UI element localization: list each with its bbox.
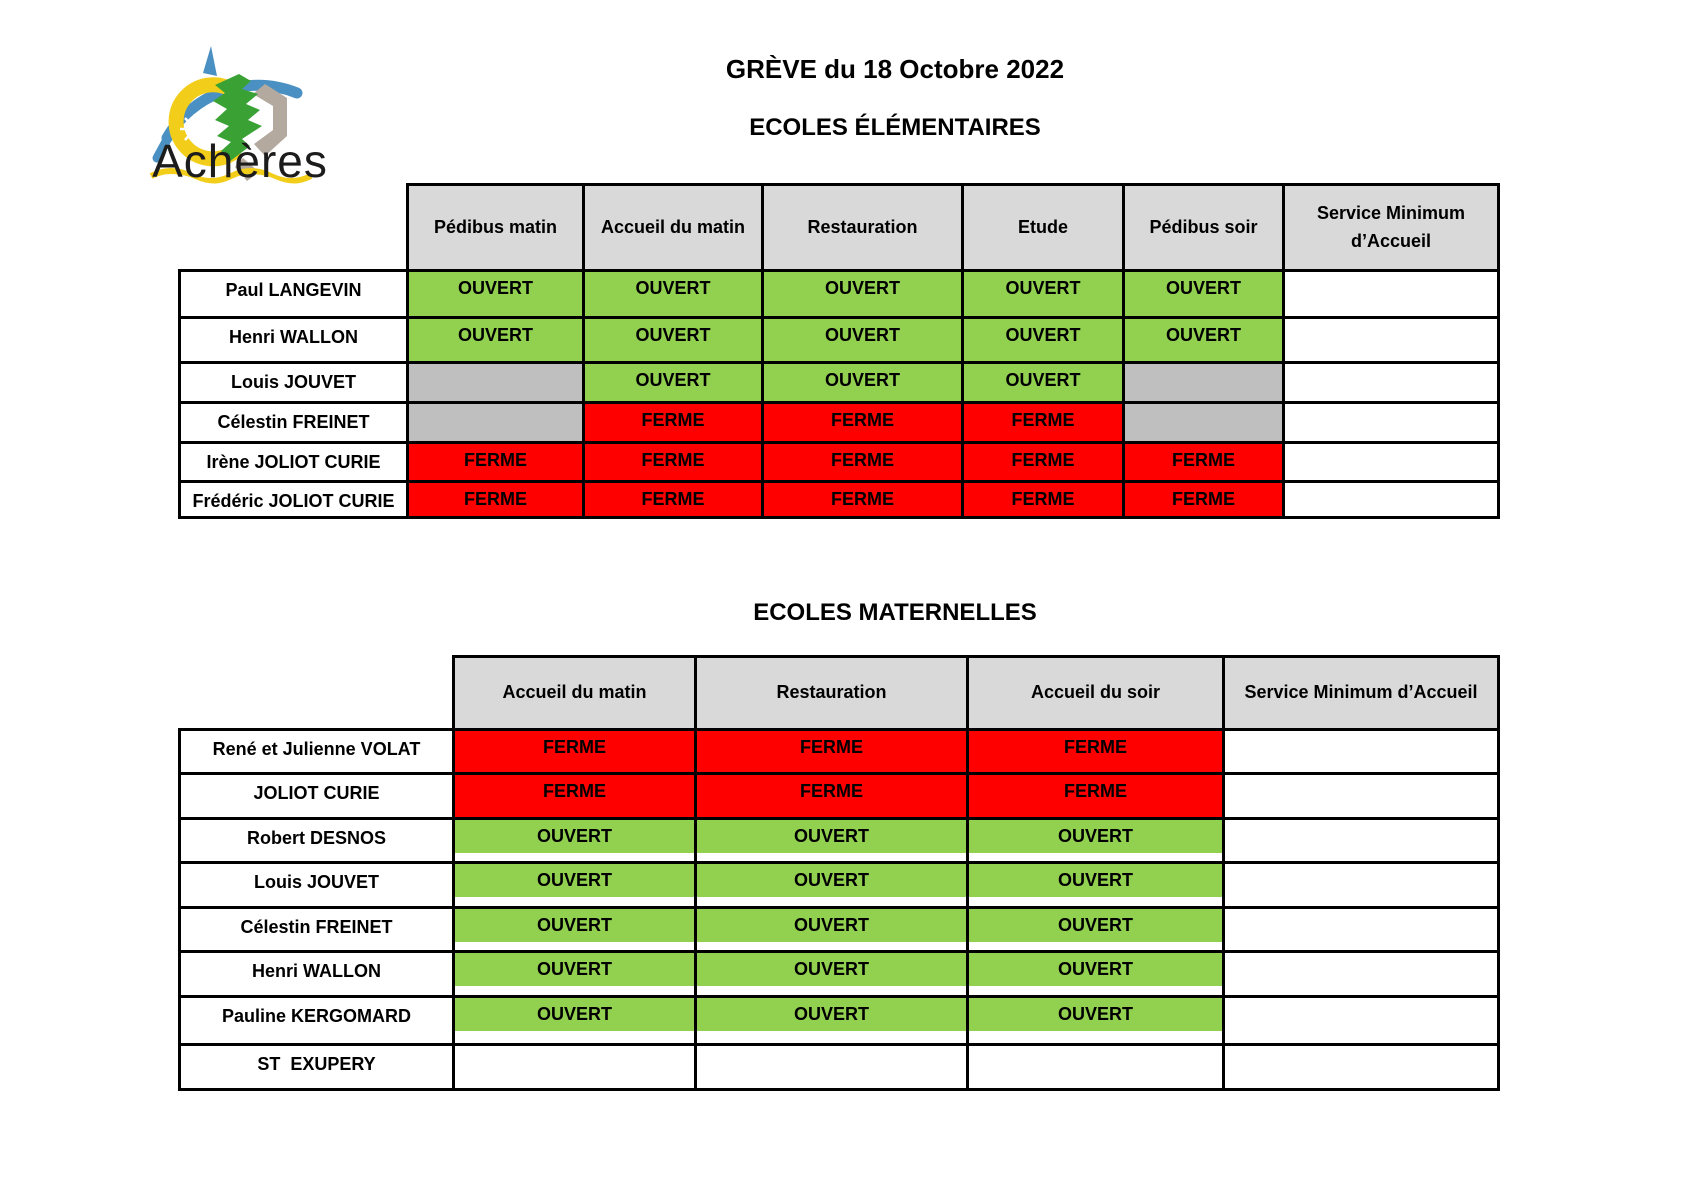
- status-label: FERME: [1011, 450, 1075, 470]
- status-label: [409, 364, 582, 397]
- school-name-cell: Henri WALLON: [180, 318, 408, 363]
- status-cell: [968, 908, 1224, 952]
- status-label: OUVERT: [824, 325, 900, 345]
- status-cell: [1224, 863, 1499, 908]
- status-label: [1225, 731, 1497, 764]
- status-label: [1285, 483, 1497, 516]
- status-label: OUVERT: [1165, 325, 1241, 345]
- status-cell: [1124, 363, 1284, 403]
- status-label: OUVERT: [455, 864, 694, 897]
- status-cell: [408, 271, 584, 318]
- status-label: OUVERT: [697, 864, 966, 897]
- status-label: FERME: [1011, 410, 1075, 430]
- status-label: OUVERT: [635, 278, 711, 298]
- school-name-cell: Célestin FREINET: [180, 403, 408, 443]
- column-header-cell: Restauration: [763, 185, 963, 271]
- status-cell: [1284, 271, 1499, 318]
- status-label: FERME: [1064, 781, 1127, 801]
- status-cell: [1284, 443, 1499, 482]
- column-header-cell: Pédibus matin: [408, 185, 584, 271]
- status-label: [1225, 1046, 1497, 1079]
- status-cell: [1124, 318, 1284, 363]
- status-label: [1285, 444, 1497, 477]
- status-label: OUVERT: [969, 953, 1222, 986]
- column-header-cell: Etude: [963, 185, 1124, 271]
- status-cell: [968, 819, 1224, 863]
- status-label: FERME: [800, 737, 863, 757]
- status-cell: [584, 363, 763, 403]
- status-label: FERME: [641, 410, 705, 430]
- school-name-cell: Henri WALLON: [180, 952, 454, 997]
- column-header-cell: Restauration: [696, 657, 968, 730]
- table-corner-spacer: [180, 657, 454, 730]
- status-cell: [1224, 997, 1499, 1045]
- column-header-cell: Accueil du matin: [584, 185, 763, 271]
- status-cell: [968, 774, 1224, 819]
- status-label: OUVERT: [697, 909, 966, 942]
- status-cell: [1224, 952, 1499, 997]
- status-cell: [763, 403, 963, 443]
- school-name-cell: Pauline KERGOMARD: [180, 997, 454, 1045]
- status-label: FERME: [543, 737, 606, 757]
- status-cell: [963, 318, 1124, 363]
- status-cell: [963, 403, 1124, 443]
- status-label: FERME: [831, 489, 894, 509]
- status-cell: [1284, 482, 1499, 518]
- status-cell: [454, 730, 696, 774]
- status-cell: [454, 819, 696, 863]
- table-row: [180, 403, 1499, 443]
- status-cell: [454, 997, 696, 1045]
- status-cell: [408, 482, 584, 518]
- status-cell: [1284, 318, 1499, 363]
- table-row: [180, 1045, 1499, 1090]
- status-label: OUVERT: [969, 998, 1222, 1031]
- status-label: [1285, 364, 1497, 397]
- status-label: [1225, 775, 1497, 808]
- table-row: [180, 997, 1499, 1045]
- status-label: OUVERT: [1005, 278, 1081, 298]
- status-cell: [584, 271, 763, 318]
- table-row: [180, 730, 1499, 774]
- status-label: FERME: [1064, 737, 1127, 757]
- status-label: OUVERT: [969, 864, 1222, 897]
- status-cell: [454, 908, 696, 952]
- elementary-schools-table: [178, 183, 1500, 519]
- status-label: FERME: [641, 489, 705, 509]
- status-label: OUVERT: [455, 909, 694, 942]
- school-name-cell: Frédéric JOLIOT CURIE: [180, 482, 408, 518]
- column-header-cell: Accueil du soir: [968, 657, 1224, 730]
- status-label: FERME: [831, 450, 894, 470]
- status-label: FERME: [464, 489, 527, 509]
- status-label: [455, 1046, 694, 1079]
- status-label: [1225, 864, 1497, 897]
- column-header-cell: Accueil du matin: [454, 657, 696, 730]
- section-title-maternelles: ECOLES MATERNELLES: [753, 599, 1037, 626]
- status-label: OUVERT: [697, 953, 966, 986]
- status-label: [969, 1046, 1222, 1079]
- status-cell: [696, 908, 968, 952]
- table-row: [180, 819, 1499, 863]
- table-row: [180, 482, 1499, 518]
- school-name-cell: René et Julienne VOLAT: [180, 730, 454, 774]
- status-label: OUVERT: [635, 370, 711, 390]
- status-label: [1225, 820, 1497, 853]
- status-label: [1225, 953, 1497, 986]
- acheres-logo: [145, 38, 335, 203]
- school-name-cell: Louis JOUVET: [180, 363, 408, 403]
- status-cell: [408, 363, 584, 403]
- table-row: [180, 443, 1499, 482]
- status-cell: [968, 863, 1224, 908]
- status-cell: [1124, 482, 1284, 518]
- school-name-cell: ST EXUPERY: [180, 1045, 454, 1090]
- status-label: [1225, 909, 1497, 942]
- status-cell: [454, 863, 696, 908]
- status-label: [409, 404, 582, 437]
- status-cell: [763, 318, 963, 363]
- status-cell: [1224, 1045, 1499, 1090]
- status-cell: [963, 482, 1124, 518]
- status-cell: [696, 819, 968, 863]
- school-name-cell: Irène JOLIOT CURIE: [180, 443, 408, 482]
- status-cell: [696, 730, 968, 774]
- status-cell: [763, 443, 963, 482]
- status-cell: [963, 443, 1124, 482]
- status-cell: [1124, 271, 1284, 318]
- status-cell: [454, 774, 696, 819]
- status-cell: [963, 271, 1124, 318]
- status-label: FERME: [800, 781, 863, 801]
- status-label: [697, 1046, 966, 1079]
- status-cell: [968, 1045, 1224, 1090]
- school-name-cell: Célestin FREINET: [180, 908, 454, 952]
- status-label: OUVERT: [457, 278, 533, 298]
- status-label: [1285, 319, 1497, 352]
- status-label: [1225, 998, 1497, 1031]
- status-label: OUVERT: [1005, 325, 1081, 345]
- status-label: [1285, 272, 1497, 305]
- status-cell: [408, 443, 584, 482]
- status-label: FERME: [543, 781, 606, 801]
- status-cell: [584, 403, 763, 443]
- page-title: GRÈVE du 18 Octobre 2022: [725, 54, 1065, 84]
- status-cell: [763, 482, 963, 518]
- table-row: [180, 774, 1499, 819]
- status-cell: [696, 1045, 968, 1090]
- status-label: [1285, 404, 1497, 437]
- status-label: FERME: [464, 450, 527, 470]
- status-cell: [1224, 908, 1499, 952]
- table-row: [180, 863, 1499, 908]
- status-cell: [584, 443, 763, 482]
- status-label: FERME: [1172, 450, 1235, 470]
- table-row: [180, 318, 1499, 363]
- status-cell: [968, 952, 1224, 997]
- status-label: OUVERT: [457, 325, 533, 345]
- status-label: OUVERT: [697, 998, 966, 1031]
- status-cell: [1224, 819, 1499, 863]
- status-label: FERME: [831, 410, 894, 430]
- status-cell: [696, 952, 968, 997]
- section-title-elementaires: ECOLES ÉLÉMENTAIRES: [749, 114, 1041, 141]
- status-label: OUVERT: [455, 820, 694, 853]
- column-header-cell: Service Minimum d’Accueil: [1224, 657, 1499, 730]
- status-cell: [1224, 774, 1499, 819]
- table-row: [180, 952, 1499, 997]
- status-label: OUVERT: [697, 820, 966, 853]
- status-cell: [763, 271, 963, 318]
- status-cell: [1224, 730, 1499, 774]
- status-cell: [408, 403, 584, 443]
- status-cell: [963, 363, 1124, 403]
- school-name-cell: Robert DESNOS: [180, 819, 454, 863]
- status-label: OUVERT: [455, 953, 694, 986]
- status-cell: [763, 363, 963, 403]
- status-label: OUVERT: [635, 325, 711, 345]
- status-label: [1125, 364, 1282, 397]
- status-label: FERME: [641, 450, 705, 470]
- status-label: OUVERT: [824, 278, 900, 298]
- status-label: OUVERT: [455, 998, 694, 1031]
- maternelle-schools-table: [178, 655, 1500, 1091]
- status-cell: [584, 318, 763, 363]
- status-cell: [1284, 403, 1499, 443]
- status-cell: [1124, 403, 1284, 443]
- table-row: [180, 908, 1499, 952]
- status-cell: [454, 952, 696, 997]
- status-cell: [1124, 443, 1284, 482]
- status-cell: [1284, 363, 1499, 403]
- status-cell: [968, 997, 1224, 1045]
- status-label: OUVERT: [969, 909, 1222, 942]
- school-name-cell: Louis JOUVET: [180, 863, 454, 908]
- status-cell: [696, 863, 968, 908]
- status-label: OUVERT: [1165, 278, 1241, 298]
- status-label: FERME: [1011, 489, 1075, 509]
- status-label: FERME: [1172, 489, 1235, 509]
- school-name-cell: Paul LANGEVIN: [180, 271, 408, 318]
- status-cell: [584, 482, 763, 518]
- status-label: [1125, 404, 1282, 437]
- status-label: OUVERT: [1005, 370, 1081, 390]
- logo-wordmark: Achères: [152, 135, 328, 187]
- table-row: [180, 363, 1499, 403]
- table-row: [180, 271, 1499, 318]
- status-label: OUVERT: [824, 370, 900, 390]
- column-header-cell: Pédibus soir: [1124, 185, 1284, 271]
- status-cell: [696, 997, 968, 1045]
- status-cell: [968, 730, 1224, 774]
- status-cell: [696, 774, 968, 819]
- column-header-cell: Service Minimum d’Accueil: [1284, 185, 1499, 271]
- status-cell: [408, 318, 584, 363]
- status-cell: [454, 1045, 696, 1090]
- status-label: OUVERT: [969, 820, 1222, 853]
- school-name-cell: JOLIOT CURIE: [180, 774, 454, 819]
